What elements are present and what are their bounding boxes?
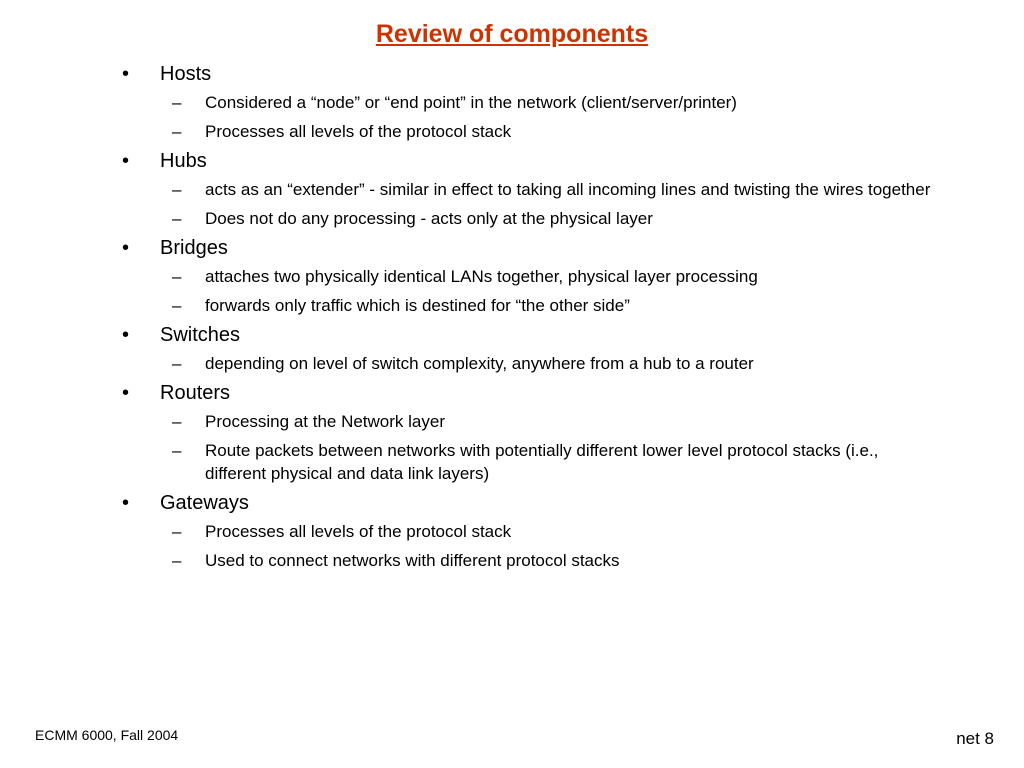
bullet-heading (0, 491, 1024, 516)
sub-bullet-item (0, 91, 935, 114)
sub-bullet-text: Processes all levels of the protocol stack (205, 122, 512, 141)
sub-bullet-item (0, 207, 935, 230)
sub-bullet-text: attaches two physically identical LANs together, physical layer processing (205, 267, 758, 286)
sub-bullet-item (0, 178, 935, 201)
bullet-heading-text: Routers (160, 382, 231, 404)
bullet-item-switches (0, 323, 1024, 375)
sub-bullet-item (0, 549, 935, 572)
bullet-marker: • (122, 324, 130, 346)
slide-title: Review of components (375, 20, 649, 48)
bullet-heading-text: Hubs (160, 150, 207, 172)
bullet-marker: • (122, 63, 130, 85)
bullet-heading-text: Gateways (160, 492, 249, 514)
bullet-heading (0, 149, 1024, 174)
bullet-marker: • (122, 492, 130, 514)
sub-bullet-text: Considered a “node” or “end point” in the network (client/server/printer) (205, 93, 737, 112)
dash-marker: – (172, 93, 182, 112)
bullet-item-bridges (0, 236, 1024, 317)
bullet-heading (0, 62, 1024, 87)
sub-bullet-text: Processing at the Network layer (205, 412, 445, 431)
bullet-item-gateways (0, 491, 1024, 572)
bullet-heading-text: Bridges (160, 237, 228, 259)
bullet-item-routers (0, 381, 1024, 485)
sub-bullet-text: acts as an “extender” - similar in effect to taking all incoming lines and twisting the wires together (205, 180, 931, 199)
sub-bullet-list (0, 91, 1024, 143)
footer-page-number: net 8 (956, 729, 994, 748)
sub-bullet-list (0, 265, 1024, 317)
sub-bullet-list (0, 178, 1024, 230)
bullet-marker: • (122, 382, 130, 404)
sub-bullet-text: Route packets between networks with potentially different lower level protocol stacks (i.e., different physical and data link layers) (205, 441, 879, 483)
sub-bullet-item (0, 352, 935, 375)
sub-bullet-item (0, 439, 935, 485)
dash-marker: – (172, 122, 182, 141)
sub-bullet-item (0, 265, 935, 288)
component-outline (0, 62, 1024, 578)
bullet-marker: • (122, 237, 130, 259)
sub-bullet-text: Processes all levels of the protocol stack (205, 522, 512, 541)
dash-marker: – (172, 551, 182, 570)
dash-marker: – (172, 267, 182, 286)
bullet-item-hosts (0, 62, 1024, 143)
sub-bullet-text: forwards only traffic which is destined for “the other side” (205, 296, 630, 315)
dash-marker: – (172, 296, 182, 315)
bullet-heading (0, 323, 1024, 348)
sub-bullet-text: Does not do any processing - acts only at the physical layer (205, 209, 653, 228)
dash-marker: – (172, 441, 182, 460)
footer-course: ECMM 6000, Fall 2004 (35, 727, 179, 743)
sub-bullet-item (0, 520, 935, 543)
bullet-heading-text: Hosts (160, 63, 212, 85)
dash-marker: – (172, 354, 182, 373)
bullet-heading (0, 236, 1024, 261)
dash-marker: – (172, 412, 182, 431)
sub-bullet-list (0, 520, 1024, 572)
sub-bullet-item (0, 294, 935, 317)
bullet-item-hubs (0, 149, 1024, 230)
sub-bullet-item (0, 410, 935, 433)
bullet-marker: • (122, 150, 130, 172)
dash-marker: – (172, 180, 182, 199)
sub-bullet-list (0, 410, 1024, 485)
sub-bullet-list (0, 352, 1024, 375)
dash-marker: – (172, 522, 182, 541)
sub-bullet-item (0, 120, 935, 143)
bullet-heading (0, 381, 1024, 406)
sub-bullet-text: depending on level of switch complexity, anywhere from a hub to a router (205, 354, 754, 373)
dash-marker: – (172, 209, 182, 228)
bullet-heading-text: Switches (160, 324, 241, 346)
sub-bullet-text: Used to connect networks with different protocol stacks (205, 551, 620, 570)
